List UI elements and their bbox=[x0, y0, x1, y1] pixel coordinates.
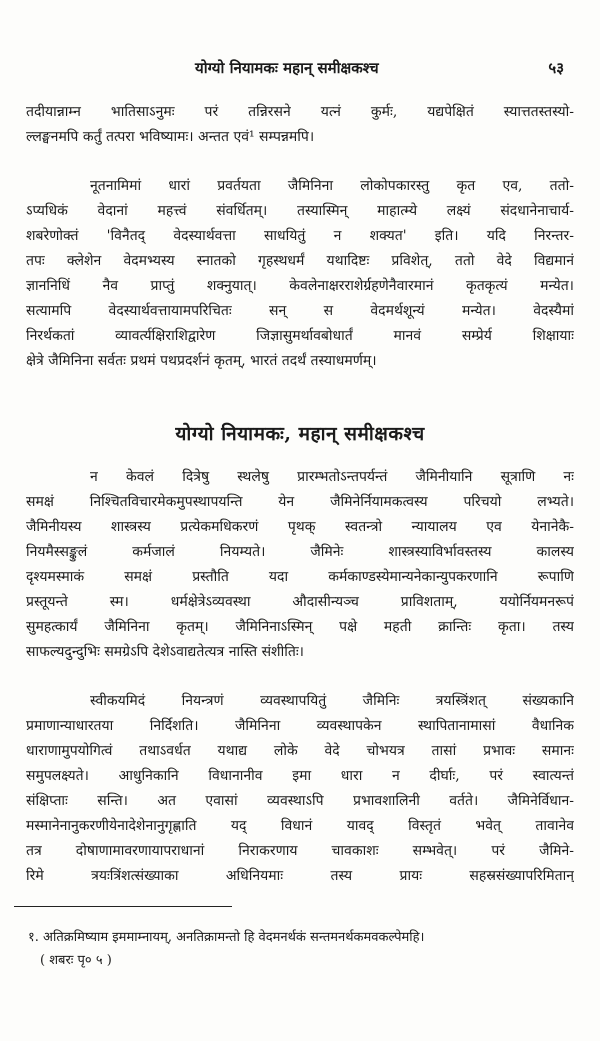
paragraph-line: नियमैस्सङ्कुलं कर्मजालं नियम्यते। जैमिनेः शास्त्रस्याविर्भावस्तस्य कालस्य bbox=[26, 544, 574, 560]
paragraph-line: तपः क्लेशेन वेदमभ्यस्य स्नातको गृहस्थधर्मं यथादिष्टः प्रविशेत्, ततो वेदे विद्यमानं bbox=[26, 253, 574, 269]
paragraph-line: तदीयान्नाम्न भातिसाऽनुमः परं तन्निरसने यत्नं कुर्मः, यद्यपेक्षितं स्यात्ततस्तस्यो- bbox=[26, 104, 574, 120]
paragraph-line: साफल्यदुन्दुभिः समग्रेऽपि देशेऽवाद्यतेत्यत्र नास्ति संशीतिः। bbox=[26, 644, 304, 660]
section-heading: योग्यो नियामकः, महान् समीक्षकश्च bbox=[175, 423, 425, 445]
paragraph-line: नूतनामिमां धारां प्रवर्तयता जैमिनिना लोकोपकारस्तु कृत एव, ततो- bbox=[90, 178, 574, 194]
footnote-citation: ( शबरः पृ० ५ ) bbox=[40, 953, 112, 968]
paragraph-line: स्वीकयमिदं नियन्त्रणं व्यवस्थापयितुं जैमिनिः त्रयस्त्रिंशत् संख्यकानि bbox=[90, 693, 574, 709]
paragraph-line: प्रमाणान्याधारतया निर्दिशति। जैमिनिना व्यवस्थापकेन स्थापितानामासां वैधानिक bbox=[26, 718, 574, 734]
running-title: योग्यो नियामकः महान् समीक्षकश्च bbox=[195, 59, 379, 77]
paragraph-line: क्षेत्रे जैमिनिना सर्वतः प्रथमं पथप्रदर्शनं कृतम्, भारतं तदर्थं तस्याधमर्णम्। bbox=[26, 353, 377, 369]
page-number: ५३ bbox=[548, 59, 564, 77]
paragraph-line: रिमे त्रयःत्रिंशत्संख्याका अधिनियमाः तस्य प्रायः सहस्रसंख्यापरिमितान् bbox=[26, 868, 574, 884]
paragraph-line: समक्षं निश्चितविचारमेकमुपस्थापयन्ति येन जैमिनेर्नियामकत्वस्य परिचयो लभ्यते। bbox=[26, 494, 574, 510]
paragraph-line: दृश्यमस्माकं समक्षं प्रस्तौति यदा कर्मकाण्डस्येमान्यनेकान्युपकरणानि रूपाणि bbox=[26, 569, 574, 585]
paragraph-line: समुपलक्ष्यते। आधुनिकानि विधानानीव इमा धारा न दीर्घाः, परं स्वात्यन्तं bbox=[26, 768, 574, 784]
paragraph-line: न केवलं दित्रेषु स्थलेषु प्रारम्भतोऽन्तपर्यन्तं जैमिनीयानि सूत्राणि नः bbox=[90, 469, 574, 485]
paragraph-line: ऽप्यधिकं वेदानां महत्त्वं संवर्धितम्। तस्यास्मिन् माहात्म्ये लक्ष्यं संदधानेनाचार्य- bbox=[26, 203, 574, 219]
paragraph-line: मस्मानेनानुकरणीयेनादेशेनानुगृह्णाति यद् विधानं यावद् विस्तृतं भवेत् तावानेव bbox=[26, 818, 574, 834]
paragraph-line: संक्षिप्ताः सन्ति। अत एवासां व्यवस्थाऽपि प्रभावशालिनी वर्तते। जैमिनेर्विधान- bbox=[26, 793, 574, 809]
paragraph-line: जैमिनीयस्य शास्त्रस्य प्रत्येकमधिकरणं पृथक् स्वतन्त्रो न्यायालय एव येनानेकै- bbox=[26, 519, 574, 535]
paragraph-line: प्रस्तूयन्ते स्म। धर्मक्षेत्रेऽव्यवस्था औदासीन्यञ्च प्राविशताम्, ययोर्नियमनरूपं bbox=[26, 594, 574, 610]
running-head bbox=[0, 58, 600, 88]
paragraph-line: सुमहत्कार्यं जैमिनिना कृतम्। जैमिनिनाऽस्मिन् पक्षे महती क्रान्तिः कृता। तस्य bbox=[26, 619, 574, 635]
paragraph-line: ज्ञाननिधिं नैव प्राप्तुं शक्नुयात्। केवलेनाक्षरराशेर्ग्रहणेनैवारमानं कृतकृत्यं मन्येत। bbox=[26, 278, 574, 294]
paragraph-line: सत्यामपि वेदस्यार्थवत्तायामपरिचितः सन् स वेदमर्थशून्यं मन्येत। वेदस्यैमां bbox=[26, 303, 574, 319]
paragraph-line: तत्र दोषाणामावरणायापराधानां निराकरणाय चावकाशः सम्भवेत्। परं जैमिने- bbox=[26, 843, 574, 859]
paragraph-line: शबरेणोक्तं 'विनैतद् वेदस्यार्थवत्ता साधयितुं न शक्यत' इति। यदि निरन्तर- bbox=[26, 228, 574, 244]
paragraph-line: निरर्थकतां व्यावर्त्यक्षिराशिद्वारेण जिज्ञासुमर्थावबोधार्तं मानवं सम्प्रेर्य शिक्षायाः bbox=[26, 328, 574, 344]
paragraph-line: ल्लङ्घनमपि कर्तुं तत्परा भविष्यामः। अन्तत एवं¹ सम्पन्नमपि। bbox=[26, 129, 315, 145]
paragraph-line: धाराणामुपयोगित्वं तथाऽवर्धत यथाद्य लोके वेदे चोभयत्र तासां प्रभावः समानः bbox=[26, 743, 574, 759]
footnote-divider bbox=[14, 906, 232, 907]
footnote-line: १. अतिक्रमिष्याम इममाम्नायम्, अनतिक्रामन्तो हि वेदमनर्थकं सन्तमनर्थकमवकल्पेमहि। bbox=[28, 930, 425, 945]
